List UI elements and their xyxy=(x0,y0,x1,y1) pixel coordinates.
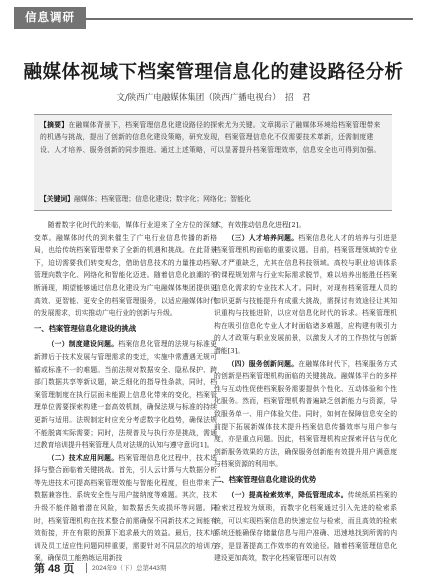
keywords xyxy=(40,193,386,203)
body-paragraph xyxy=(34,338,217,451)
issue-info: 2024年9（下）总第443期 xyxy=(92,565,167,572)
section-heading: 二、档案管理信息化建设的优势 xyxy=(214,474,317,484)
body-paragraph xyxy=(214,358,397,471)
paragraph-text: 传统纸质档案的检索过程较为烦琐，而数字化档案通过引入先进的检索系统，可以实现档案信息的快速定位与检索，而且高效的检索系统还能确保存储量信息与用户准确、迅速地找到所需的内容，是显著提高工作效率的有效途径。随着档案管理信息化建设更加高效，数字化档案管理可以有效 xyxy=(214,491,398,563)
abstract xyxy=(40,119,386,156)
body-paragraph xyxy=(214,219,397,232)
paragraph-text: 档案管理信息化过程中，技术选择与整合面临着关键挑战。首先，引人云计算与大数据分析等先进技术可提高档案管理效能与智能化程度，但也带来了数据兼容性、系统安全性与用户接纳度等难题。其次，技术升级不能伴随着潜在风险，如数据丢失或损坏等问题。同时，档案管理机构在技术整合前需确保不同新技术之间能有效衔接，并在有限的预算下追求最大的效益。最后，技术培训及员工适应性问题同样重要，需要针对不同层次的培训方案，确保员工能熟练运用新技 xyxy=(34,453,218,563)
section-tag: 信息调研 xyxy=(14,7,86,29)
subsection-lead: （三）人才培养问题。 xyxy=(227,233,299,242)
article-author: 文/陕西广电融媒体集团（陕西广播电视台） 招 君 xyxy=(116,93,311,103)
article-title: 融媒体视域下档案管理信息化的建设路径分析 xyxy=(23,61,404,82)
keywords-text: 融媒体；档案管理；信息化建设；数字化；网络化；智能化 xyxy=(73,195,251,203)
paragraph-text: 档案信息化管理的法规与标准更新滞后于技术发展与管理需求的变迁，实施中常遭遇无规可循或标准不一的难题。当前法规对数据安全、隐私保护、跨部门数据共享等新议题，缺乏细化的指导性条款，同时，档案管理制度在执行层面未能跟上信息化带来的变化，档案管理单位需要探索构建一套高效机制，确保法规与标准的持续更新与适用。法规制定时应充分考虑数字化趋势，确保法规不能脱离实际需要；同时，法规普及与执行亦是挑战，需通过教育培训提升档案管理人员对法规的认知与遵守意识[1]。 xyxy=(34,340,218,450)
paragraph-text: 随着数字化时代的来临，媒体行业迎来了全方位的深刻变革。融媒体时代的到来催生了广电行业信息传播的新格局，也给传统档案管理带来了全新的机遇和挑战。在此背景下，迫切需要我们转变观念，借助信息技术的力量推动档案管理向数字化、网络化和智能化迈进。随着信息化浪潮的不断涌现，期望能够通过信息化建设为广电融媒体集团提供更高效、更智能、更安全的档案管理服务，以适应融媒体时代的发展需求，切实推动广电行业的创新与升级。 xyxy=(34,221,217,318)
paragraph-text: 术，有效推动信息化进程[2]。 xyxy=(214,221,306,229)
abstract-label: 【摘要】 xyxy=(40,121,69,129)
section-header xyxy=(0,0,427,46)
keywords-label: 【关键词】 xyxy=(40,195,74,203)
section-heading: 一、档案管理信息化建设的挑战 xyxy=(34,323,137,333)
abstract-box xyxy=(34,114,392,211)
subsection-lead: （二）技术应用问题。 xyxy=(47,453,119,462)
paragraph-text: 档案信息化人才的培养与引进是档案管理机构面临的重要议题。目前，档案管理领域的专业人才严重缺乏，尤其在信息科技领域。高校与职业培训体系的课程规划常与行业实际需求脱节，难以培养出能胜任档案信息化需求的专业技术人才。同时，对现有档案管理人员的知识更新与技能提升有成重大挑战，需探讨有效途径让其知识重构与技能进阶，以应对信息化时代的诉求。档案管理机构在吸引信息化专业人才时面临诸多难题，应构建有吸引力的人才政策与职业发展前景，以激发人才的工作热忱与创新潜能[3]。 xyxy=(214,233,398,355)
page-footer xyxy=(0,560,427,576)
body-column-right xyxy=(214,219,397,565)
body-column-left xyxy=(34,219,217,565)
abstract-text: 在融媒体背景下，档案管理信息化建设路径的探索尤为关键。文章揭示了融媒体环境给档案管理带来的机遇与挑战，提出了创新的信息化建设策略，研究发现，档案管理信息化不仅需要技术革新，还需制度建设、人才培养、服务创新的同步推进。通过上述策略，可以显著提升档案管理效率，信息安全也可得到加强。 xyxy=(40,121,381,154)
body-paragraph xyxy=(214,489,397,565)
paragraph-text: 在融媒体时代下，档案服务方式的创新是档案管理机构面临的关键挑战。融媒体平台的多样性与互动性促使档案服务需要提供个性化、互动体验和个性化服务。然而，档案管理机构普遍缺乏创新能力与资源，导致服务单一、用户体验欠佳。同时，如何在保障信息安全的前提下拓展新媒体技术提升档案信息传播效率与用户参与度，亦是重点问题。因此，档案管理机构应探索评估与优化创新服务效果的方法，确保服务创新能有效提升用户满意度与档案资源的利用率。 xyxy=(214,359,398,469)
page-number: 第 48 页 xyxy=(34,563,75,575)
subsection-lead: （一）提高检索效率，降低管理成本。 xyxy=(227,491,348,500)
body-paragraph xyxy=(214,232,397,358)
body-paragraph xyxy=(34,452,217,565)
footer-divider xyxy=(86,563,87,573)
subsection-lead: （一）制度建设问题。 xyxy=(47,340,119,349)
body-paragraph xyxy=(34,219,217,320)
subsection-lead: （四）服务创新问题。 xyxy=(227,359,299,368)
